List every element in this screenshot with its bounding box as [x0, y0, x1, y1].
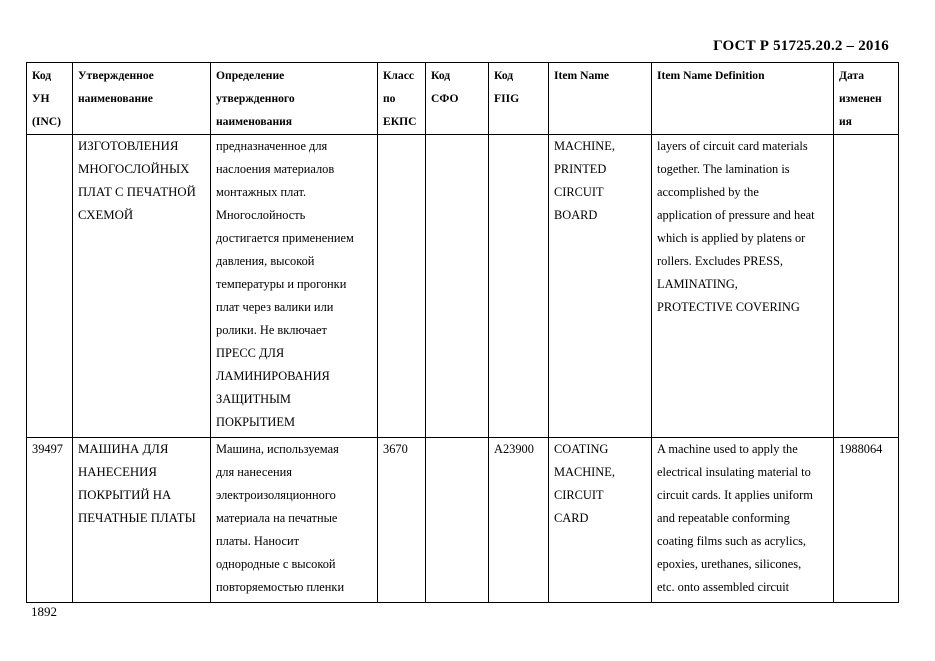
- table-row: [27, 135, 899, 438]
- cell-definition: Машина, используемая для нанесения электроизоляционного материала на печатные платы. Наносит однородные с высокой повторяемостью пленки: [211, 438, 378, 603]
- column-header-fiig-code: Код FIIG: [489, 63, 549, 135]
- column-header-definition: Определение утвержденного наименования: [211, 63, 378, 135]
- cell-item-name: MACHINE, PRINTED CIRCUIT BOARD: [549, 135, 652, 438]
- column-header-item-name-definition: Item Name Definition: [652, 63, 834, 135]
- cell-item-name: COATING MACHINE, CIRCUIT CARD: [549, 438, 652, 603]
- page-number: 1892: [31, 604, 57, 619]
- table-header-row: [27, 63, 899, 135]
- cell-approved-name: ИЗГОТОВЛЕНИЯ МНОГОСЛОЙНЫХ ПЛАТ С ПЕЧАТНОЙ СХЕМОЙ: [73, 135, 211, 438]
- column-header-item-name: Item Name: [549, 63, 652, 135]
- cell-fiig-code: [489, 135, 549, 438]
- cell-fiig-code: A23900: [489, 438, 549, 603]
- cell-change-date: [834, 135, 899, 438]
- cell-sfo-code: [426, 438, 489, 603]
- cell-ekps-class: 3670: [378, 438, 426, 603]
- cell-change-date: 1988064: [834, 438, 899, 603]
- column-header-sfo-code: Код СФО: [426, 63, 489, 135]
- column-header-change-date: Дата изменен ия: [834, 63, 899, 135]
- cell-item-name-definition: layers of circuit card materials together. The lamination is accomplished by the application of pressure and heat which is applied by platens or rollers. Excludes PRESS, LAMINATING, PROTECTIVE COVERING: [652, 135, 834, 438]
- cell-item-name-definition: A machine used to apply the electrical insulating material to circuit cards. It applies uniform and repeatable conforming coating films such as acrylics, epoxies, urethanes, silicones, etc. onto assembled circuit: [652, 438, 834, 603]
- catalog-table: [26, 62, 899, 603]
- cell-approved-name: МАШИНА ДЛЯ НАНЕСЕНИЯ ПОКРЫТИЙ НА ПЕЧАТНЫЕ ПЛАТЫ: [73, 438, 211, 603]
- cell-inc: 39497: [27, 438, 73, 603]
- table-row: [27, 438, 899, 603]
- document-header: ГОСТ Р 51725.20.2 – 2016: [713, 38, 889, 54]
- column-header-inc: Код УН (INC): [27, 63, 73, 135]
- column-header-ekps-class: Класс по ЕКПС: [378, 63, 426, 135]
- cell-definition: предназначенное для наслоения материалов монтажных плат. Многослойность достигается применением давления, высокой температуры и прогонки плат через валики или ролики. Не включает ПРЕСС ДЛЯ ЛАМИНИРОВАНИЯ ЗАЩИТНЫМ ПОКРЫТИЕМ: [211, 135, 378, 438]
- column-header-approved-name: Утвержденное наименование: [73, 63, 211, 135]
- cell-inc: [27, 135, 73, 438]
- cell-sfo-code: [426, 135, 489, 438]
- cell-ekps-class: [378, 135, 426, 438]
